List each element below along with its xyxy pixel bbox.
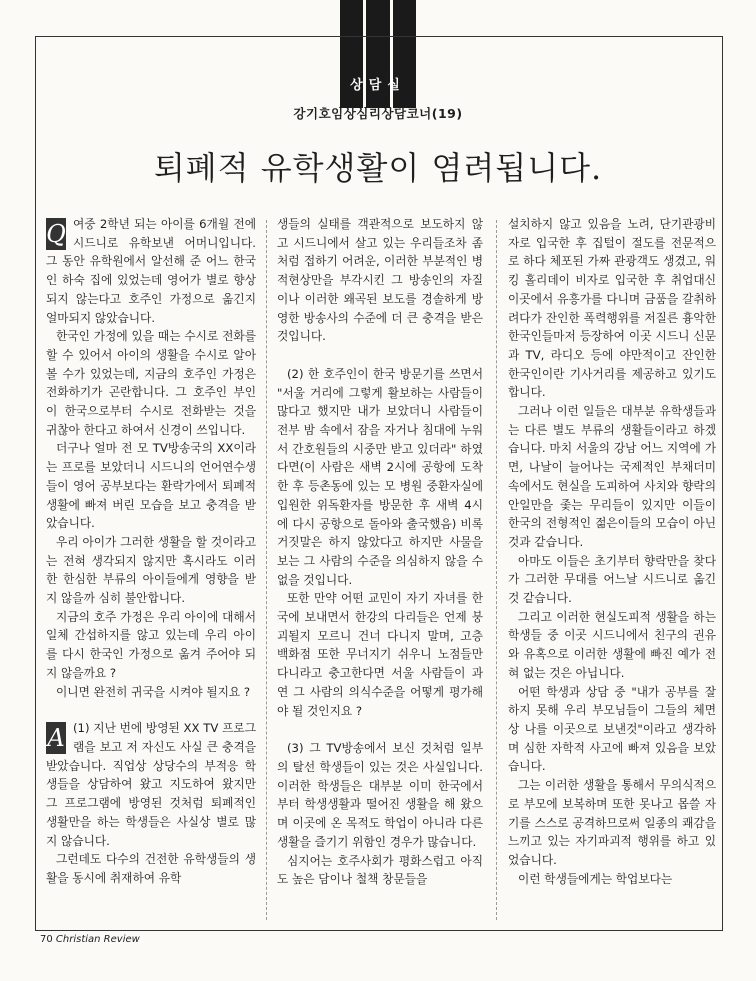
paragraph: 또한 만약 어떤 교민이 자기 자녀를 한국에 보내면서 한강의 다리들은 언제 붕괴될지 모르니 건너 다니지 말며, 고층 백화점 또한 무너지기 쉬우니 노점들만 다니라고 충고한다면 서울 사람들이 과연 그 사람의 의식수준을 어떻게 평가해야 될 것인지요 ? (277, 591, 483, 718)
column-divider (496, 220, 497, 920)
answer-block (46, 719, 256, 850)
paragraph: 이니면 완전히 귀국을 시켜야 될지요 ? (56, 684, 251, 699)
column-divider (266, 220, 267, 920)
article-title: 퇴폐적 유학생활이 염려됩니다. (153, 149, 603, 187)
paragraph: 심지어는 호주사회가 평화스럽고 아직도 높은 담이나 철책 창문들을 (277, 853, 483, 887)
paragraph: 더구나 얼마 전 모 TV방송국의 XX이라는 프로를 보았더니 시드니의 언어연수생들이 영어 공부보다는 환락가에서 퇴폐적 생활에 빠져 버린 모습을 보고 충격을 받았습니다. (46, 441, 256, 531)
paragraph: 그런데도 다수의 건전한 유학생들의 생활을 동시에 취재하여 유학 (46, 852, 256, 885)
paragraph: 아마도 이들은 초기부터 향락만을 찾다가 그러한 무대를 어느날 시드니로 옮긴 것 같습니다. (508, 553, 716, 606)
magazine-name: Christian Review (55, 934, 140, 945)
paragraph: 생들의 실태를 객관적으로 보도하지 않고 시드니에서 살고 있는 우리들조차 좀처럼 접하기 어려운, 이러한 부분적인 병적현상만을 부각시킨 그 방송인의 자질이나 이러한 왜곡된 보도를 경솔하게 방영한 방송사의 수준에 더 큰 충격을 받은 것입니다. (277, 217, 483, 344)
paragraph: 지금의 호주 가정은 우리 아이에 대해서 일체 간섭하지를 않고 있는데 우리 아이를 다시 한국인 가정으로 옮겨 주어야 되지 않을까요 ? (46, 609, 256, 680)
paragraph: 여중 2학년 되는 아이를 6개월 전에 시드니로 유학보낸 어머니입니다. 그 동안 유학원에서 알선해 준 어느 한국인 하숙 집에 있었는데 영어가 별로 향상되지 않는다고 호주인 가정으로 옮긴지 얼마되지 않았습니다. (46, 217, 256, 325)
page-number: 70 (40, 934, 53, 945)
paragraph: (3) 그 TV방송에서 보신 것처럼 일부의 탈선 학생들이 있는 것은 사실입니다. 이러한 학생들은 대부분 이미 한국에서부터 학생생활과 떨어진 생활을 해 왔으며 이곳에 온 목적도 학업이 아니라 다른 생활을 즐기기 위함인 경우가 많습니다. (277, 741, 483, 849)
column-2 (277, 215, 483, 889)
section-badge: 상담실 (350, 77, 406, 93)
column-1 (46, 215, 256, 888)
paragraph: (2) 한 호주인이 한국 방문기를 쓰면서 "서울 거리에 그렇게 활보하는 사람들이 많다고 했지만 내가 보았더니 사람들이 전부 밤 속에서 잠을 자거나 침대에 누워서 간호원들의 시중만 받고 있더라" 하였다면(이 사람은 새벽 2시에 공항에 도착한 후 등촌동에 있는 모 병원 중환자실에 입원한 위독환자를 방문한 후 새벽 4시에 다시 공항으로 돌아와 출국했음) 비록 거짓말은 하지 않았다고 하지만 사물을 보는 그 사람의 수준을 의심하지 않을 수 없을 것입니다. (277, 366, 483, 587)
paragraph: 설치하지 않고 있음을 노려, 단기관광비자로 입국한 후 집털이 절도를 전문적으로 하다 체포된 가짜 관광객도 생겼고, 워킹 홀리데이 비자로 입국한 후 취업대신 이곳에서 유흥가를 다니며 금품을 갈취하려다가 잔인한 폭력행위를 저질른 흉악한 한국인들마저 등장하여 이곳 시드니 신문과 TV, 라디오 등에 야만적이고 잔인한 한국인이란 기사거리를 제공하고 있기도 합니다. (508, 217, 716, 400)
column-3 (508, 215, 716, 888)
page-footer (40, 934, 140, 945)
column-title: 강기호임상심리상담코너(19) (293, 106, 463, 121)
paragraph: 그리고 이러한 현실도피적 생활을 하는 학생들 중 이곳 시드니에서 친구의 권유와 유혹으로 이러한 생활에 빠진 예가 전혀 없는 것은 아닙니다. (508, 609, 716, 680)
paragraph: 그는 이러한 생활을 통해서 무의식적으로 부모에 보복하며 또한 못나고 몹쓸 자기를 스스로 공격하므로써 일종의 쾌감을 느끼고 있는 자기파괴적 행위를 하고 있었습니다. (508, 778, 716, 867)
question-block (46, 215, 256, 327)
answer-letter: A (46, 722, 66, 754)
paragraph: (1) 지난 번에 방영된 XX TV 프로그램을 보고 저 자신도 사실 큰 충격을 받았습니다. 직업상 상당수의 부적응 학생들을 상담하여 왔고 지도하여 왔지만 그 프로그램에 방영된 것처럼 퇴폐적인 생활만을 하는 학생들은 사실상 별로 많지 않습니다. (46, 721, 256, 848)
paragraph: 이런 학생들에게는 학업보다는 (518, 871, 673, 886)
paragraph: 그러나 이런 일들은 대부분 유학생들과는 다른 별도 부류의 생활들이라고 하겠습니다. 마치 서울의 강남 어느 지역에 가면, 나날이 늘어나는 국제적인 부채더미 속에서도 현실을 도피하여 사치와 향락의 안일만을 좇는 무리들이 있지만 이들이 한국의 전형적인 젊은이들의 모습이 아닌 것과 같습니다. (508, 404, 716, 549)
paragraph: 한국인 가정에 있을 때는 수시로 전화를 할 수 있어서 아이의 생활을 수시로 알아 볼 수가 있었는데, 지금의 호주인 가정은 전화하기가 곤란합니다. 그 호주인 부인이 한국으로부터 수시로 전화받는 것을 귀찮아 한다고 하여서 신경이 쓰입니다. (46, 329, 256, 437)
paragraph: 우리 아이가 그러한 생활을 할 것이라고는 전혀 생각되지 않지만 혹시라도 이러한 한심한 부류의 아이들에게 영향을 받지 않을까 심히 불안합니다. (46, 534, 256, 606)
paragraph: 어떤 학생과 상담 중 "내가 공부를 잘 하지 못해 우리 부모님들이 그들의 체면상 나를 이곳으로 보낸것"이라고 생각하며 심한 자학적 사고에 빠져 있음을 보았습니다. (508, 684, 716, 774)
question-letter: Q (46, 218, 66, 250)
